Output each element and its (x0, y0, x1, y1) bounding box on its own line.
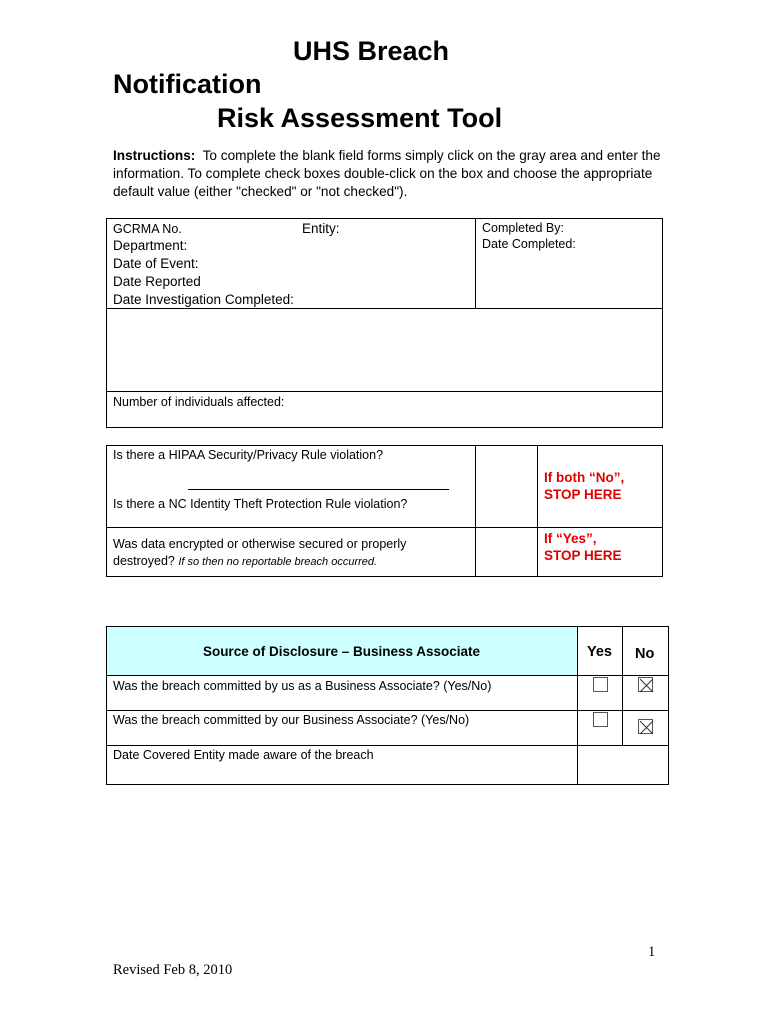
individuals-affected-label: Number of individuals affected: (113, 395, 285, 409)
instructions (113, 147, 673, 201)
instructions-label: Instructions: (113, 148, 196, 163)
title-line-3: Risk Assessment Tool (217, 103, 503, 133)
title-line-2: Notification (113, 69, 262, 99)
date-aware-label: Date Covered Entity made aware of the breach (113, 748, 374, 762)
stop-here-1-line1: If both “No”, (544, 470, 625, 485)
completed-by-label: Completed By: (482, 221, 564, 235)
row2-yes-checkbox[interactable] (593, 712, 608, 727)
row2-no-checkbox[interactable] (638, 719, 653, 734)
description-field[interactable] (108, 310, 661, 390)
separator-line (188, 489, 449, 490)
violation-answer-field[interactable] (477, 447, 536, 526)
stop-here-2-line1: If “Yes”, (544, 531, 597, 546)
date-investigation-label: Date Investigation Completed: (113, 292, 294, 307)
instructions-text: To complete the blank field forms simply click on the gray area and enter the information. To complete check boxes double-click on the box and choose the appropriate default value (either "checked" or "not checked"). (113, 148, 661, 199)
encrypted-answer-field[interactable] (477, 529, 536, 575)
gcrma-label: GCRMA No. (113, 222, 182, 236)
stop-here-1-line2: STOP HERE (544, 487, 622, 502)
date-reported-label: Date Reported (113, 274, 201, 289)
no-column-header: No (635, 646, 655, 662)
stop-here-2-line2: STOP HERE (544, 548, 622, 563)
business-associate-question-1: Was the breach committed by us as a Business Associate? (Yes/No) (113, 679, 492, 693)
department-label: Department: (113, 238, 188, 253)
x-mark-icon (639, 720, 654, 735)
business-associate-question-2: Was the breach committed by our Business Associate? (Yes/No) (113, 713, 470, 727)
encrypted-question-line2: destroyed? (113, 554, 175, 568)
entity-label: Entity: (302, 221, 340, 236)
hipaa-question: Is there a HIPAA Security/Privacy Rule violation? (113, 448, 384, 462)
date-aware-field[interactable] (579, 747, 667, 783)
page-number: 1 (648, 944, 656, 960)
encrypted-note: If so then no reportable breach occurred. (178, 556, 378, 568)
date-of-event-label: Date of Event: (113, 256, 199, 271)
disclosure-header: Source of Disclosure – Business Associate (202, 644, 481, 659)
row1-yes-checkbox[interactable] (593, 677, 608, 692)
nc-question: Is there a NC Identity Theft Protection Rule violation? (113, 497, 408, 511)
x-mark-icon (639, 678, 654, 693)
title-line-1: UHS Breach (293, 36, 450, 66)
revised-date: Revised Feb 8, 2010 (113, 962, 233, 978)
row1-no-checkbox[interactable] (638, 677, 653, 692)
yes-column-header: Yes (587, 644, 612, 660)
encrypted-question-line1: Was data encrypted or otherwise secured or properly (113, 537, 407, 551)
date-completed-label: Date Completed: (482, 237, 576, 251)
